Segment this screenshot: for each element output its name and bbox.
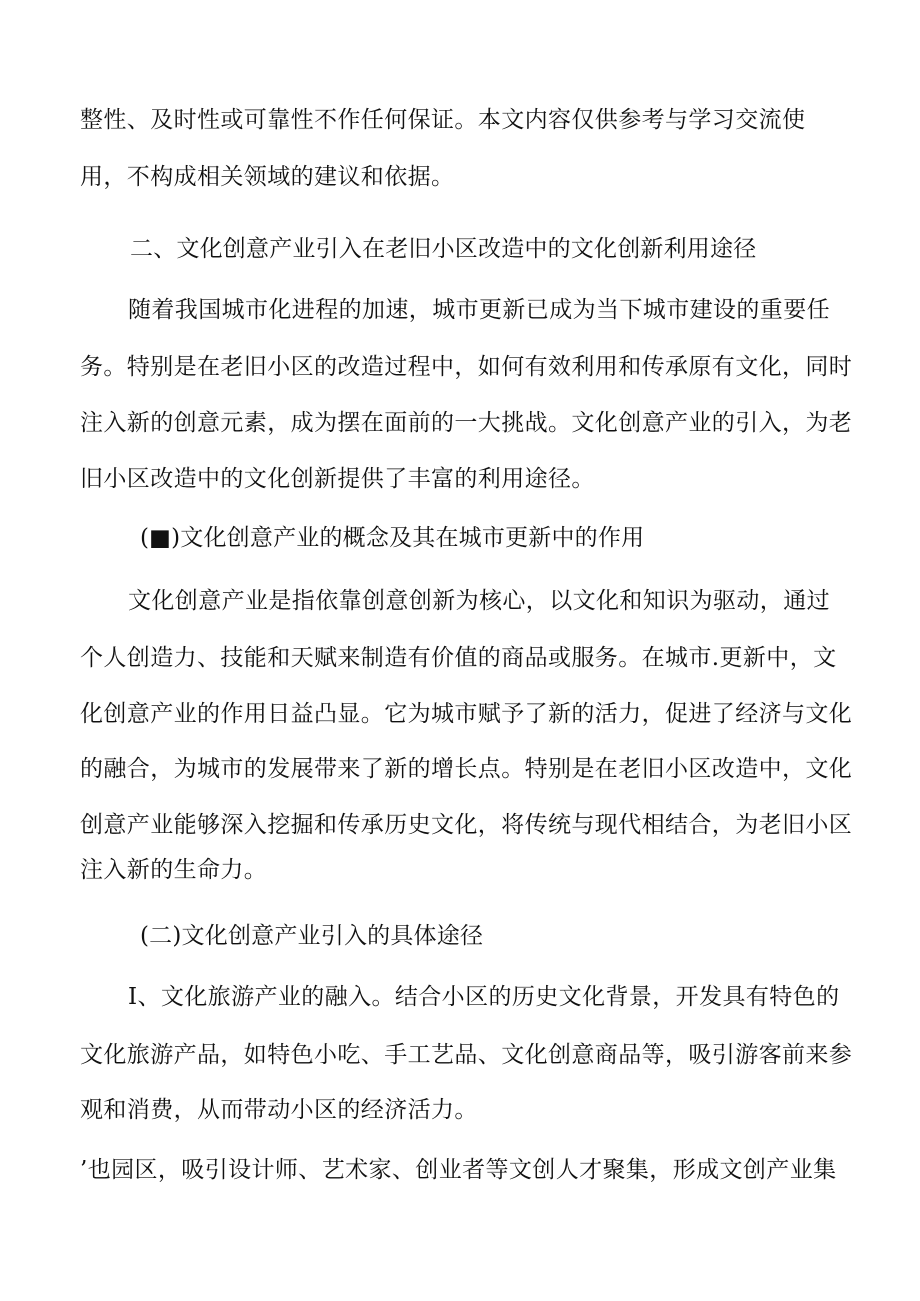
fragment-line: ’也园区，吸引设计师、艺术家、创业者等文创人才聚集，形成文创产业集 [80,1157,837,1183]
text-line: 用，不构成相关领域的建议和依据。 [80,164,455,190]
text-line: 创意产业能够深入挖掘和传承历史文化，将传统与现代相结合，为老旧小区 [80,812,853,838]
text-line: 个人创造力、技能和天赋来制造有价值的商品或服务。在城市.更新中，文 [80,645,837,671]
text-line: 化创意产业的作用日益凸显。它为城市赋予了新的活力，促进了经济与文化 [80,701,853,727]
subheading-paths: (二)文化创意产业引入的具体途径 [140,923,484,949]
text-line: 旧小区改造中的文化创新提供了丰富的利用途径。 [80,466,595,492]
text-line: 观和消费，从而带动小区的经济活力。 [80,1097,478,1123]
text-line: 随着我国城市化进程的加速，城市更新已成为当下城市建设的重要任 [128,297,830,323]
text-line: 注入新的生命力。 [80,857,268,883]
section-heading: 二、文化创意产业引入在老旧小区改造中的文化创新利用途径 [130,236,757,262]
text-line: 注入新的创意元素，成为摆在面前的一大挑战。文化创意产业的引入，为老 [80,410,853,436]
text-line: 的融合，为城市的发展带来了新的增长点。特别是在老旧小区改造中，文化 [80,756,853,782]
text-line: 文化创意产业是指依靠创意创新为核心，以文化和知识为驱动，通过 [128,588,830,614]
text-line: 整性、及时性或可靠性不作任何保证。本文内容仅供参考与学习交流使 [80,107,806,133]
text-line: 务。特别是在老旧小区的改造过程中，如何有效利用和传承原有文化，同时 [80,354,853,380]
text-line: 文化旅游产品，如特色小吃、手工艺品、文化创意商品等，吸引游客前来参 [80,1042,853,1068]
subheading-concept: (■)文化创意产业的概念及其在城市更新中的作用 [140,525,645,551]
text-line: I、文化旅游产业的融入。结合小区的历史文化背景，开发具有特色的 [128,984,840,1010]
